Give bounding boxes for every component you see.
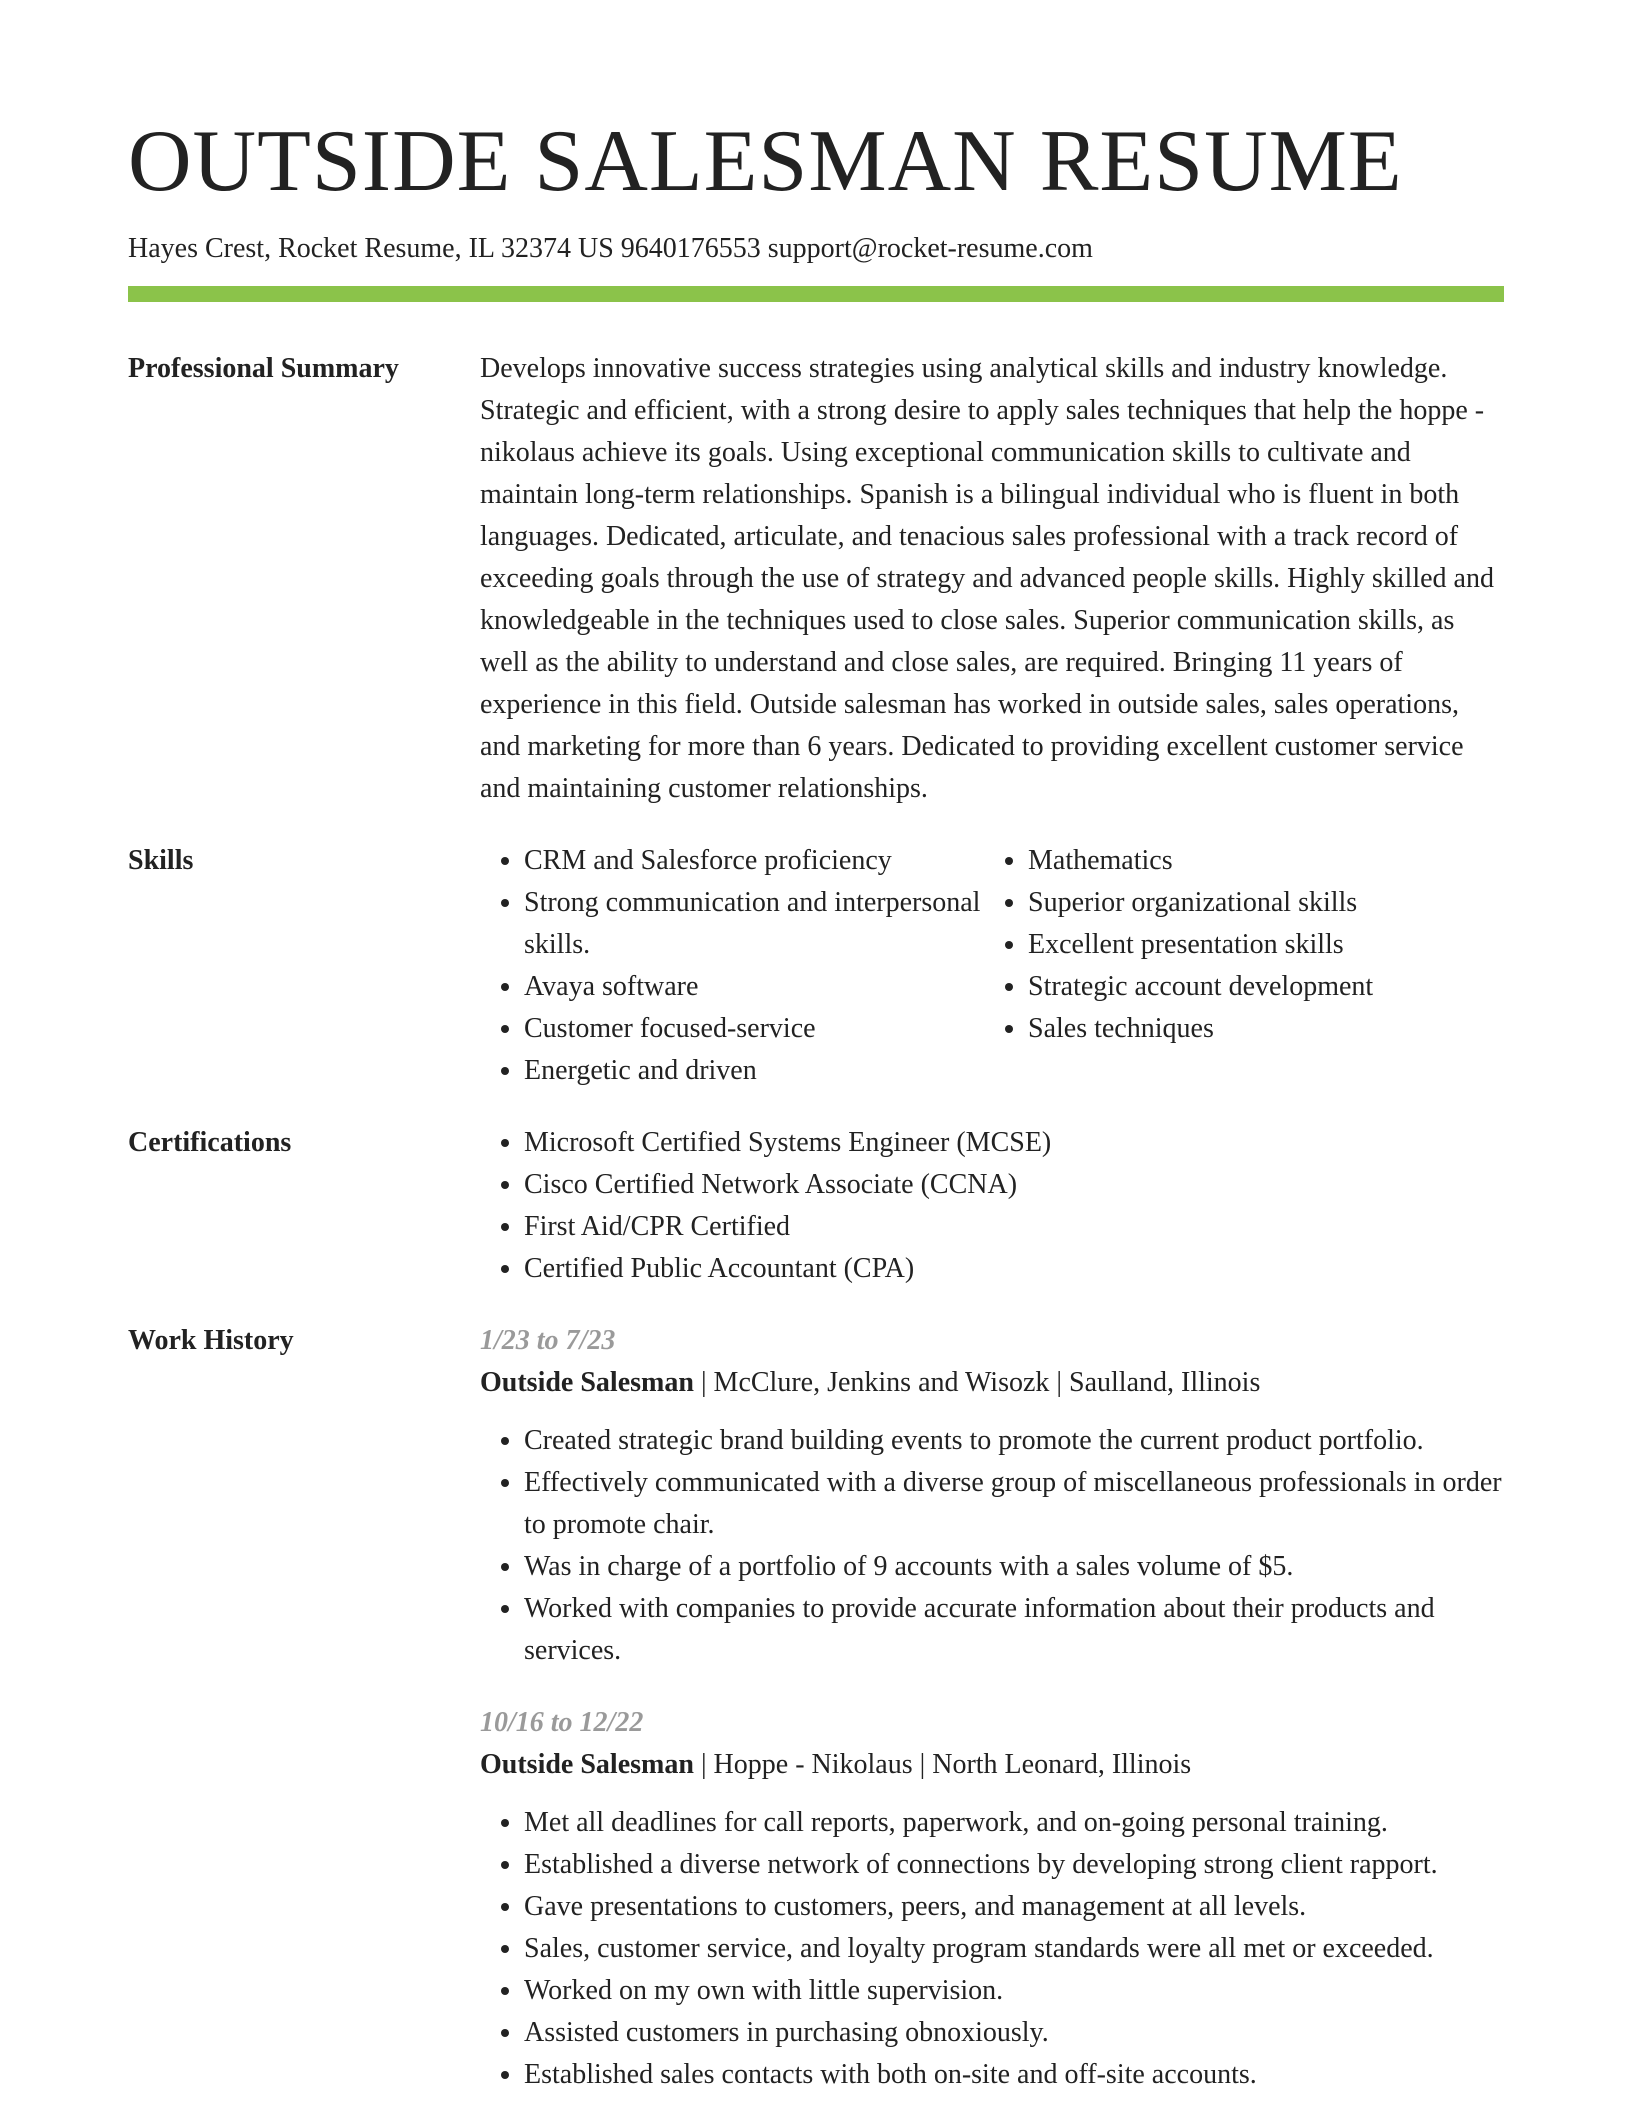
skill-item: • Superior organizational skills: [1028, 882, 1504, 924]
job-bullet: • Was in charge of a portfolio of 9 accounts with a sales volume of $5.: [524, 1546, 1504, 1588]
certification-item: • Microsoft Certified Systems Engineer (MCSE): [524, 1122, 1504, 1164]
resume-title: OUTSIDE SALESMAN RESUME: [128, 113, 1403, 210]
job-details: | McClure, Jenkins and Wisozk | Saulland, Illinois: [693, 1366, 1261, 1398]
job-bullet: • Assisted customers in purchasing obnoxiously.: [524, 2012, 1504, 2054]
certifications-list: [480, 1122, 1504, 1290]
skill-item: • Energetic and driven: [524, 1050, 984, 1092]
job-dates: 10/16 to 12/22: [480, 1706, 644, 1738]
job-header: [480, 1744, 1504, 1786]
contact-line: [128, 232, 1504, 266]
job-bullet: • Worked with companies to provide accurate information about their products and services.: [524, 1588, 1504, 1672]
resume-sections: [128, 348, 1504, 2126]
job-bullet: • Effectively communicated with a diverse group of miscellaneous professionals in order to promote chair.: [524, 1462, 1504, 1546]
summary-heading: Professional Summary: [128, 352, 399, 384]
job-bullet: • Created strategic brand building events to promote the current product portfolio.: [524, 1420, 1504, 1462]
certifications-section: [128, 1122, 1504, 1290]
job-bullet: • Met all deadlines for call reports, paperwork, and on-going personal training.: [524, 1802, 1504, 1844]
summary-text: Develops innovative success strategies using analytical skills and industry knowledge. Strategic and efficient, with a strong desire to apply sales techniques that help the hoppe - nikolaus achieve its goals. Using exceptional communication skills to cultivate and maintain long-term relationships. Spanish is a bilingual individual who is fluent in both languages. Dedicated, articulate, and tenacious sales professional with a track record of exceeding goals through the use of strategy and advanced people skills. Highly skilled and knowledgeable in the techniques used to close sales. Superior communication skills, as well as the ability to understand and close sales, are required. Bringing 11 years of experience in this field. Outside salesman has worked in outside sales, sales operations, and marketing for more than 6 years. Dedicated to providing excellent customer service and maintaining customer relationships.: [480, 352, 1494, 804]
skill-item: • CRM and Salesforce proficiency: [524, 840, 984, 882]
skill-item: • Avaya software: [524, 966, 984, 1008]
job-bullet: • Established a diverse network of connections by developing strong client rapport.: [524, 1844, 1504, 1886]
certification-item: • Certified Public Accountant (CPA): [524, 1248, 1504, 1290]
skills-list-left: [480, 840, 984, 1092]
job-details: | Hoppe - Nikolaus | North Leonard, Illinois: [693, 1748, 1192, 1780]
certification-item: • First Aid/CPR Certified: [524, 1206, 1504, 1248]
job-bullets: [480, 1420, 1504, 1672]
skills-list-right: [984, 840, 1504, 1050]
certifications-heading: Certifications: [128, 1126, 292, 1158]
job-bullets: [480, 1802, 1504, 2096]
job-entry: [480, 1702, 1504, 2096]
job-title: Outside Salesman: [480, 1748, 694, 1780]
job-entry: [480, 1320, 1504, 1672]
skill-item: • Strategic account development: [1028, 966, 1504, 1008]
skills-heading: Skills: [128, 844, 194, 876]
skill-item: • Strong communication and interpersonal skills.: [524, 882, 984, 966]
skill-item: • Excellent presentation skills: [1028, 924, 1504, 966]
job-bullet: • Worked on my own with little supervision.: [524, 1970, 1504, 2012]
job-bullet: • Established sales contacts with both on-site and off-site accounts.: [524, 2054, 1504, 2096]
summary-section: [128, 348, 1504, 810]
contact-address: Hayes Crest, Rocket Resume, IL 32374 US: [128, 233, 614, 264]
job-bullet: • Gave presentations to customers, peers, and management at all levels.: [524, 1886, 1504, 1928]
job-bullet: • Sales, customer service, and loyalty program standards were all met or exceeded.: [524, 1928, 1504, 1970]
skill-item: • Mathematics: [1028, 840, 1504, 882]
job-title: Outside Salesman: [480, 1366, 694, 1398]
work-history-section: [128, 1320, 1504, 2126]
skill-item: • Sales techniques: [1028, 1008, 1504, 1050]
job-header: [480, 1362, 1504, 1404]
skills-section: [128, 840, 1504, 1092]
skill-item: • Customer focused-service: [524, 1008, 984, 1050]
skills-columns: [480, 840, 1504, 1092]
contact-phone: 9640176553: [620, 233, 761, 264]
work-history-heading: Work History: [128, 1324, 294, 1356]
job-dates: 1/23 to 7/23: [480, 1324, 616, 1356]
accent-divider: [128, 286, 1504, 302]
certification-item: • Cisco Certified Network Associate (CCNA): [524, 1164, 1504, 1206]
contact-email: support@rocket-resume.com: [767, 233, 1093, 264]
